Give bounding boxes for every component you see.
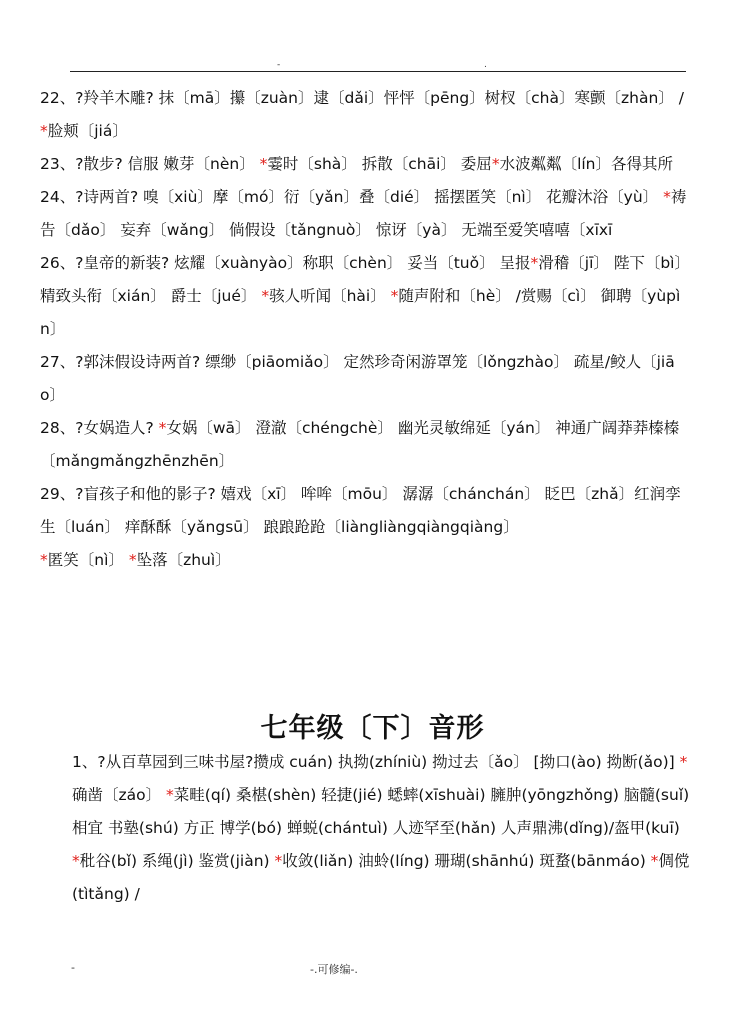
lesson-entry <box>40 346 690 412</box>
entry-text: 28、?女娲造人? <box>40 419 159 437</box>
entry-text: 29、?盲孩子和他的影子? 嬉戏〔xī〕 哞哞〔mōu〕 潺潺〔chánchán〕 眨巴〔zhǎ〕红润孪生〔luán〕 痒酥酥〔yǎngsū〕 踉踉跄跄〔liàngliàngqiàngqiàng〕 <box>40 485 681 536</box>
entry-text: 骇人听闻〔hài〕 <box>269 287 391 305</box>
header-rule <box>70 71 686 72</box>
footer-mark-left: - <box>71 961 75 974</box>
entry-text: 23、?散步? 信服 嫩芽〔nèn〕 <box>40 155 260 173</box>
entry-text: 1、?从百草园到三味书屋?攒成 cuán) 执拗(zhíniù) 拗过去〔ǎo〕 [拗口(ào) 拗断(ǎo)] <box>72 753 680 771</box>
entry-text: 女娲〔wā〕 澄澈〔chéngchè〕 幽光灵敏绵延〔yán〕 神通广阔莽莽榛榛〔mǎngmǎngzhēnzhēn〕 <box>40 419 680 470</box>
emphasis-star-mark: * <box>530 254 539 272</box>
entry-text: 确凿〔záo〕 <box>72 786 167 804</box>
entry-text: 秕谷(bǐ) 系绳(jì) 鉴赏(jiàn) <box>79 852 275 870</box>
lesson-entry <box>40 148 690 181</box>
footer-editable-note: -.可修编-. <box>310 963 358 976</box>
emphasis-star-mark: * <box>663 188 671 206</box>
emphasis-star-mark: * <box>40 122 48 140</box>
emphasis-star-mark: * <box>274 852 283 870</box>
emphasis-star-mark: * <box>491 155 500 173</box>
section-title: 七年级〔下〕音形 <box>260 713 485 744</box>
emphasis-star-mark: * <box>158 419 167 437</box>
lesson-entry <box>40 181 690 247</box>
emphasis-star-mark: * <box>261 287 270 305</box>
lesson-entry <box>40 478 690 577</box>
entry-text: 倜傥(tìtǎng) / <box>72 852 690 903</box>
entry-text: 霎时〔shà〕 拆散〔chāi〕 委屈 <box>267 155 492 173</box>
emphasis-star-mark: * <box>40 551 48 569</box>
entry-text: 24、?诗两首? 嗅〔xiù〕摩〔mó〕衍〔yǎn〕叠〔dié〕 摇摆匿笑〔nì〕 花瓣沐浴〔yù〕 <box>40 188 664 206</box>
emphasis-star-mark: * <box>166 786 174 804</box>
lesson-entry <box>40 82 690 148</box>
entry-text: 收敛(liǎn) 油蛉(líng) 珊瑚(shānhú) 斑蝥(bānmáo) <box>282 852 651 870</box>
entry-text: 水波粼粼〔lín〕各得其所 <box>499 155 673 173</box>
entry-text: 寒颤〔zhàn〕 / <box>574 89 684 107</box>
entry-text: 22、?羚羊木雕? 抹〔mā〕攥〔zuàn〕逮〔dǎi〕怦怦〔pēng〕树杈〔chà〕 <box>40 89 575 107</box>
emphasis-star-mark: * <box>390 287 399 305</box>
lesson-entry <box>40 412 690 478</box>
emphasis-star-mark: * <box>259 155 268 173</box>
vocab-section-grade7-lower <box>40 746 690 911</box>
entry-text: 26、?皇帝的新装? 炫耀〔xuànyào〕称职〔chèn〕 妥当〔tuǒ〕 呈报 <box>40 254 531 272</box>
emphasis-star-mark: * <box>679 753 688 771</box>
emphasis-star-mark: * <box>128 551 137 569</box>
lesson-entry <box>40 746 690 911</box>
entry-text: 脸颊〔jiá〕 <box>47 122 128 140</box>
lesson-entry <box>40 247 690 346</box>
header-mark-right: . <box>484 60 487 70</box>
entry-text: 27、?郭沫假设诗两首? 缥缈〔piāomiǎo〕 定然珍奇闲游罩笼〔lǒngzhào〕 疏星/鲛人〔jiāo〕 <box>40 353 675 404</box>
entry-text: 坠落〔zhuì〕 <box>136 551 231 569</box>
emphasis-star-mark: * <box>72 852 80 870</box>
entry-text: 随声附和〔hè〕 /赏赐〔cì〕 御聘〔yùpìn〕 <box>40 287 681 338</box>
emphasis-star-mark: * <box>650 852 659 870</box>
entry-text: 滑稽〔jī〕 陛下〔bì〕 精致头衔〔xián〕 爵士〔jué〕 <box>40 254 690 305</box>
entry-text: 菜畦(qí) 桑椹(shèn) 轻捷(jié) 蟋蟀(xīshuài) 臃肿(yōngzhǒng) 脑髓(suǐ) 相宜 书塾(shú) 方正 博学(bó) 蝉蜕(chántuì) 人迹罕至(hǎn) 人声鼎沸(dǐng)/盔甲(kuī) <box>72 786 690 837</box>
entry-text: 祷告〔dǎo〕 妄弃〔wǎng〕 倘假设〔tǎngnuò〕 惊讶〔yà〕 无端至爱笑嘻嘻〔xīxī <box>40 188 687 239</box>
header-mark-left: - <box>277 60 281 70</box>
vocab-section-grade7-upper <box>40 82 690 577</box>
entry-text: 匿笑〔nì〕 <box>47 551 129 569</box>
